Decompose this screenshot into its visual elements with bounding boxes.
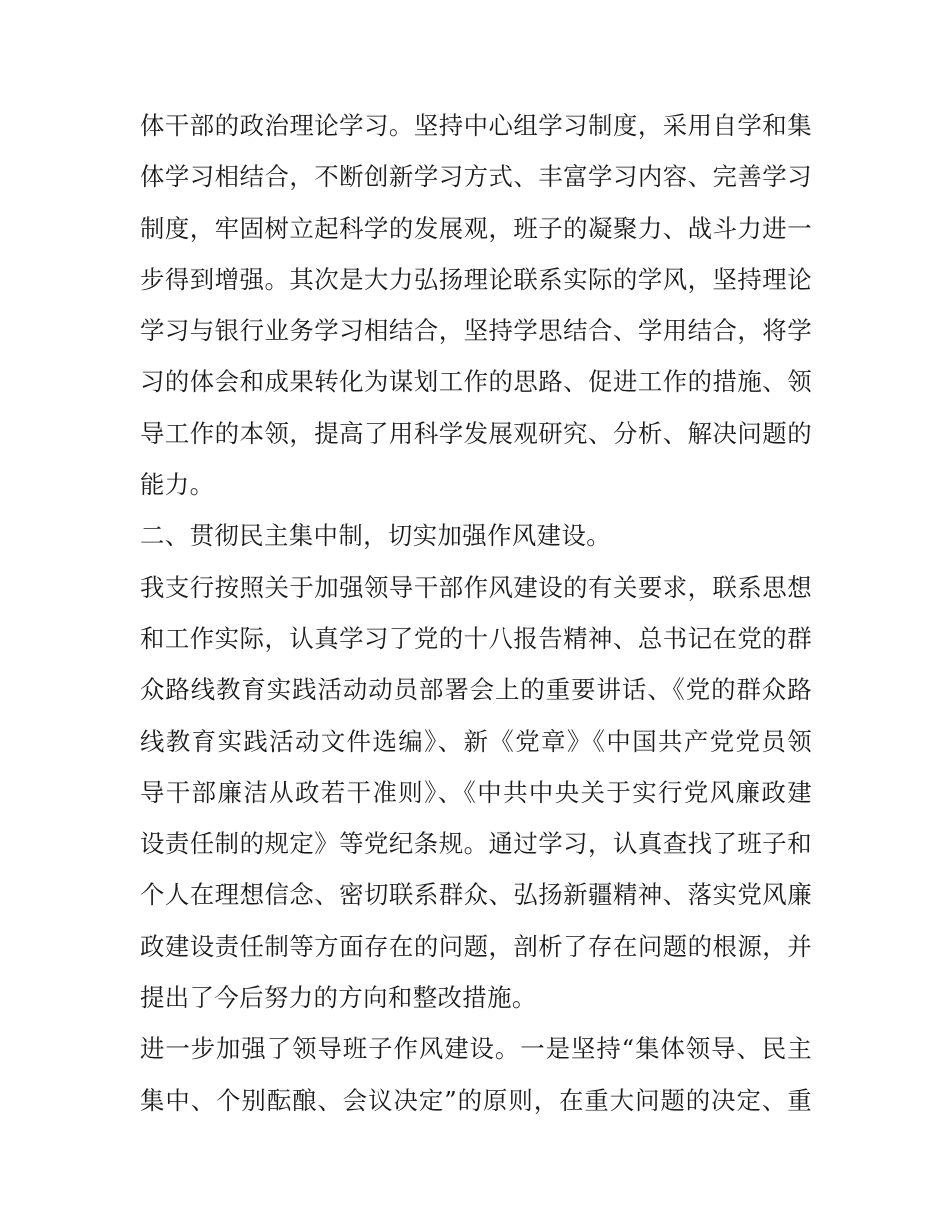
text-line: 学习与银行业务学习相结合，坚持学思结合、学用结合，将学 [140, 316, 812, 346]
text-line: 集中、个别酝酿、会议决定”的原则，在重大问题的决定、重 [140, 1085, 812, 1115]
text-line: 导干部廉洁从政若干准则》、《中共中央关于实行党风廉政建 [140, 777, 812, 807]
text-line: 众路线教育实践活动动员部署会上的重要讲话、《党的群众路 [140, 675, 812, 705]
text-line: 个人在理想信念、密切联系群众、弘扬新疆精神、落实党风廉 [140, 880, 812, 910]
text-line: 体干部的政治理论学习。坚持中心组学习制度，采用自学和集 [140, 111, 812, 140]
text-line: 进一步加强了领导班子作风建设。一是坚持“集体领导、民主 [140, 1034, 812, 1064]
text-line: 政建设责任制等方面存在的问题，剖析了存在问题的根源，并 [140, 931, 812, 961]
text-line: 导工作的本领，提高了用科学发展观研究、分析、解决问题的 [140, 418, 812, 448]
body-text [140, 100, 812, 1126]
text-line: 步得到增强。其次是大力弘扬理论联系实际的学风，坚持理论 [140, 264, 812, 294]
text-line: 线教育实践活动文件选编》、新《党章》《中国共产党党员领 [140, 726, 812, 756]
text-line: 制度，牢固树立起科学的发展观，班子的凝聚力、战斗力进一 [140, 213, 812, 243]
text-line: 习的体会和成果转化为谋划工作的思路、促进工作的措施、领 [140, 367, 812, 397]
text-line: 和工作实际，认真学习了党的十八报告精神、总书记在党的群 [140, 623, 812, 653]
text-line: 体学习相结合，不断创新学习方式、丰富学习内容、完善学习 [140, 162, 812, 192]
text-line: 能力。 [140, 470, 215, 500]
section-heading: 二、贯彻民主集中制，切实加强作风建设。 [140, 521, 612, 551]
text-line: 设责任制的规定》等党纪条规。通过学习，认真查找了班子和 [140, 829, 812, 859]
text-line: 我支行按照关于加强领导干部作风建设的有关要求，联系思想 [140, 572, 812, 602]
text-line: 提出了今后努力的方向和整改措施。 [140, 983, 537, 1013]
